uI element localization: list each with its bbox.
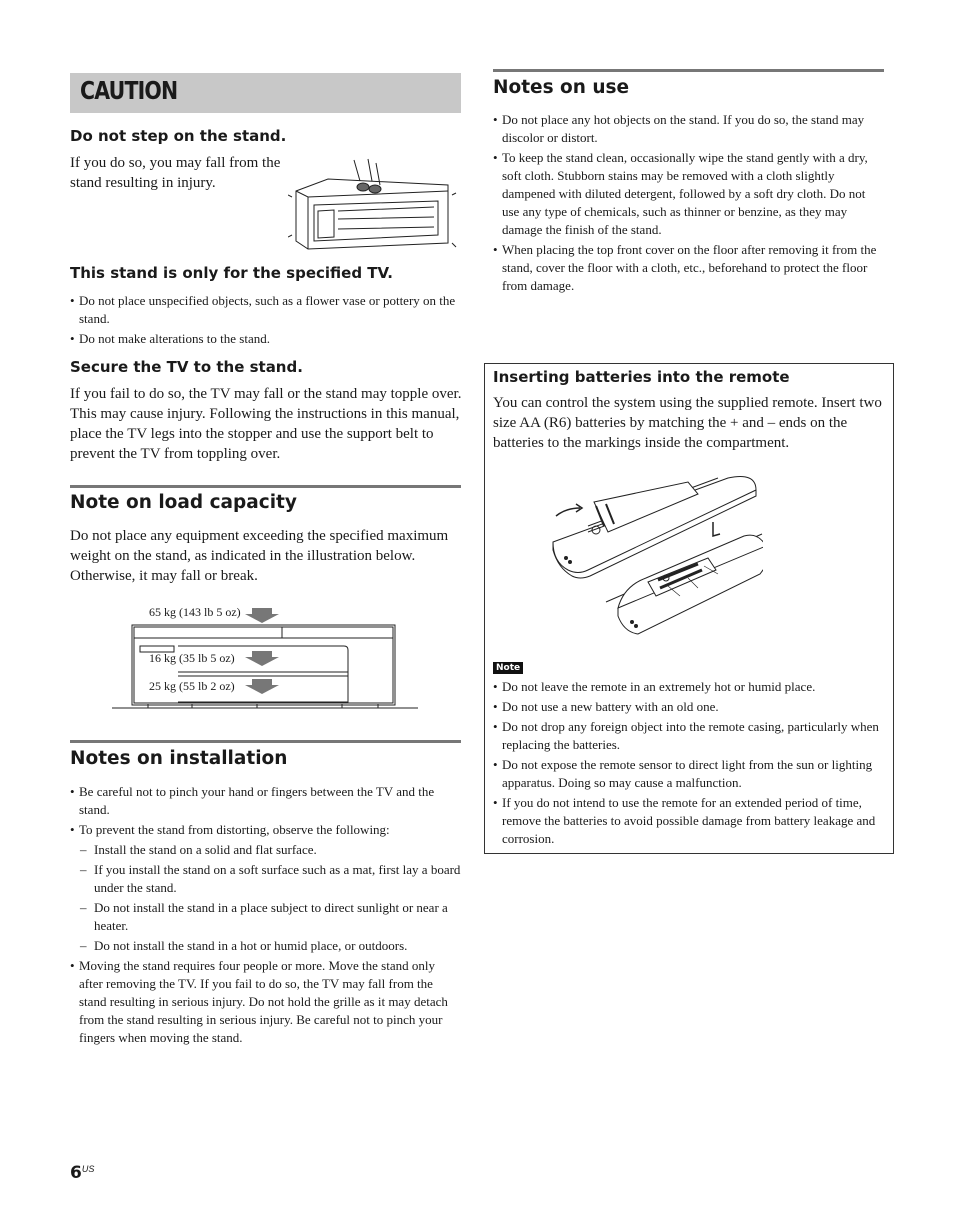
secure-text: If you fail to do so, the TV may fall or the stand may topple over. This may cause injury. Following the instructions in this manual, place the TV legs into the stopper and use the support belt to prevent the TV from toppling over.	[70, 386, 462, 462]
list-item: • Do not place unspecified objects, such as a flower vase or pottery on the stand.	[70, 292, 462, 328]
list-item: • When placing the top front cover on the floor after removing it from the stand, cover the floor with a cloth, etc., beforehand to protect the floor from damage.	[493, 241, 885, 295]
load-label-top: 65 kg (143 lb 5 oz)	[149, 605, 241, 619]
note-label	[493, 657, 523, 675]
note-badge: Note	[493, 662, 523, 674]
secure-heading: Secure the TV to the stand.	[70, 358, 303, 376]
step-warning-illustration	[288, 155, 458, 255]
caution-title: CAUTION	[80, 76, 178, 105]
list-item: • Do not place any hot objects on the stand. If you do so, the stand may discolor or distort.	[493, 111, 885, 147]
list-item: • If you do not intend to use the remote for an extended period of time, remove the batteries to avoid possible damage from battery leakage and corrosion.	[493, 794, 886, 848]
load-heading: Note on load capacity	[70, 492, 297, 513]
load-label-middle: 16 kg (35 lb 5 oz)	[149, 651, 235, 665]
installation-sublist	[70, 841, 462, 955]
list-item: • Do not drop any foreign object into the remote casing, particularly when replacing the batteries.	[493, 718, 886, 754]
installation-notes	[70, 783, 462, 1049]
specified-list	[70, 292, 462, 350]
section-rule	[70, 740, 461, 743]
use-heading: Notes on use	[493, 77, 630, 98]
page-number-value: 6	[70, 1163, 82, 1183]
batteries-heading: Inserting batteries into the remote	[493, 368, 790, 386]
list-item: • Do not expose the remote sensor to direct light from the sun or lighting apparatus. Doing so may cause a malfunction.	[493, 756, 886, 792]
list-item: • Moving the stand requires four people or more. Move the stand only after removing the TV. If you fail to do so, the TV may fall from the stand resulting in serious injury. Do not hold the grille as it may detach from the stand resulting in serious injury. Be careful not to pinch your fingers when moving the stand.	[70, 957, 462, 1047]
installation-list-2	[70, 957, 462, 1047]
load-label-bottom: 25 kg (55 lb 2 oz)	[149, 679, 235, 693]
list-item: – If you install the stand on a soft surface such as a mat, first lay a board under the stand.	[70, 861, 462, 897]
list-item: • Do not leave the remote in an extremely hot or humid place.	[493, 678, 886, 696]
list-item: • Do not make alterations to the stand.	[70, 330, 462, 348]
list-item: – Do not install the stand in a place subject to direct sunlight or near a heater.	[70, 899, 462, 935]
specified-heading: This stand is only for the specified TV.	[70, 264, 393, 282]
remote-battery-illustration	[548, 470, 763, 638]
list-item: • To keep the stand clean, occasionally wipe the stand gently with a dry, soft cloth. Stubborn stains may be removed with a cloth slightly dampened with diluted detergent, followed by a soft dry cloth. Do not use any type of chemicals, such as thinner or benzine, as they may damage the finish of the stand.	[493, 149, 885, 239]
page-number	[70, 1163, 94, 1183]
step-heading: Do not step on the stand.	[70, 127, 287, 145]
use-list	[493, 111, 885, 297]
section-rule	[493, 69, 884, 72]
load-text: Do not place any equipment exceeding the specified maximum weight on the stand, as indicated in the illustration below. Otherwise, it may fall or break.	[70, 528, 449, 584]
installation-list	[70, 783, 462, 839]
step-text: If you do so, you may fall from the stand resulting in injury.	[70, 155, 281, 191]
battery-notes-list	[493, 678, 886, 850]
page-region: US	[81, 1164, 95, 1174]
list-item: – Install the stand on a solid and flat surface.	[70, 841, 462, 859]
list-item: • Be careful not to pinch your hand or fingers between the TV and the stand.	[70, 783, 462, 819]
list-item: – Do not install the stand in a hot or humid place, or outdoors.	[70, 937, 462, 955]
batteries-text: You can control the system using the supplied remote. Insert two size AA (R6) batteries by matching the + and – ends on the batteries to the markings inside the compartment.	[493, 395, 882, 451]
installation-heading: Notes on installation	[70, 748, 288, 769]
section-rule	[70, 485, 461, 488]
list-item: • Do not use a new battery with an old one.	[493, 698, 886, 716]
list-item: • To prevent the stand from distorting, observe the following:	[70, 821, 462, 839]
